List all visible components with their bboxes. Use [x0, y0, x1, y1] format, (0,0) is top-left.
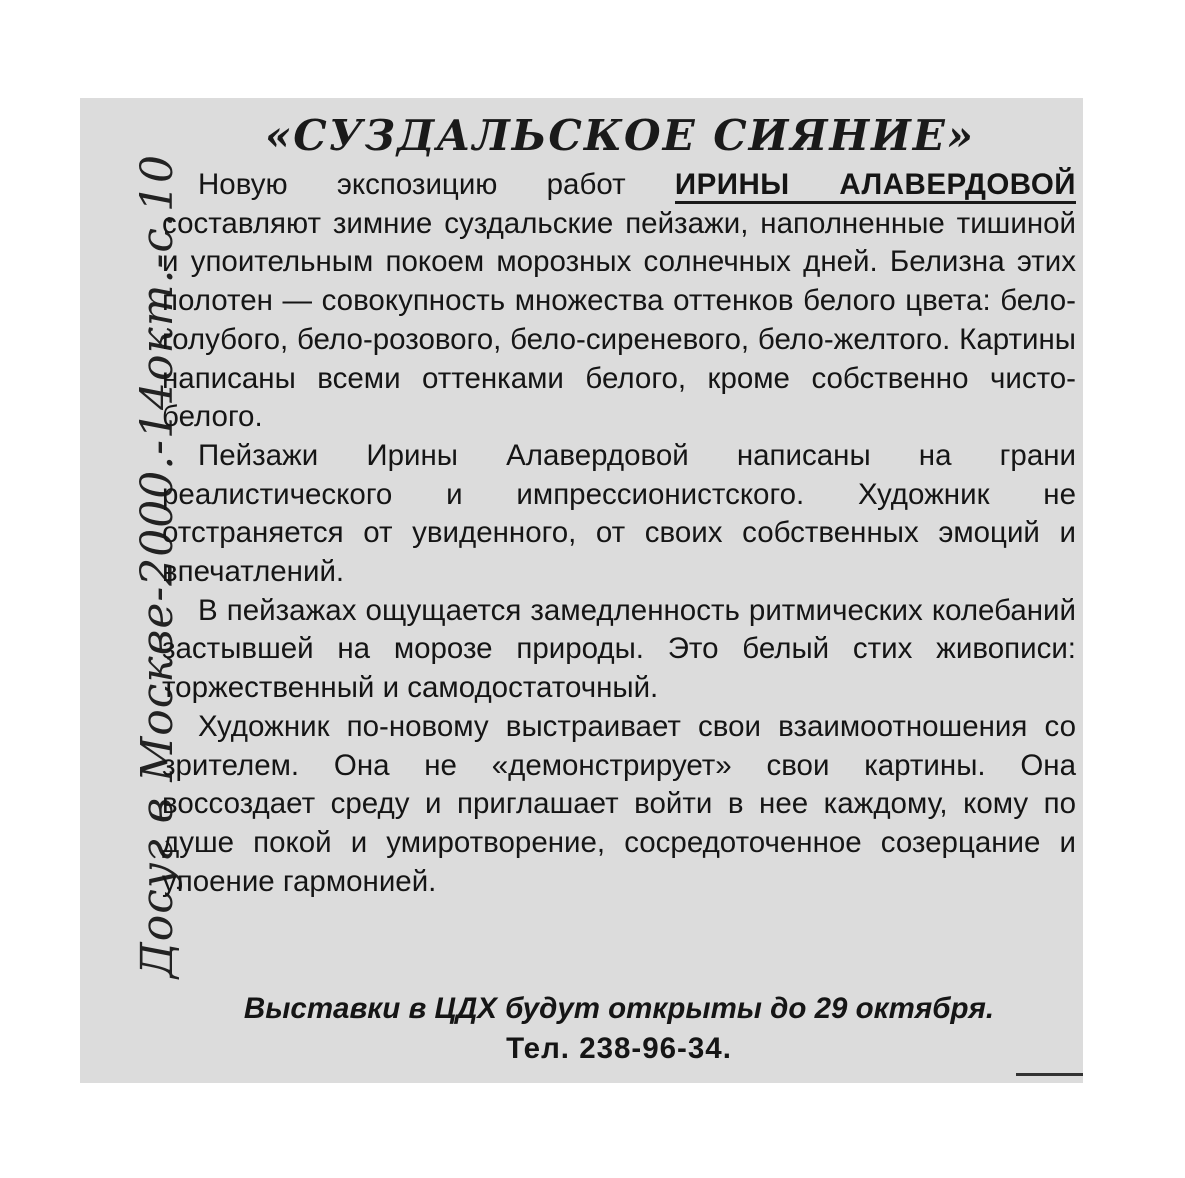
divider — [1016, 1073, 1083, 1076]
paragraph-3: В пейзажах ощущается замедленность ритмических колебаний застывшей на морозе природы. Это белый стих живописи: торжественный и самодостаточный. — [162, 593, 1076, 705]
paragraph-1-lead: Новую экспозицию работ — [198, 168, 675, 201]
article-title: «СУЗДАЛЬСКОЕ СИЯНИЕ» — [264, 111, 976, 160]
article-body — [162, 166, 1076, 901]
handwritten-source-note: Досуг в Москве-2000.-14окт.-с.10 — [132, 154, 183, 978]
paragraph-1 — [162, 166, 1076, 437]
paragraph-4: Художник по-новому выстраивает свои взаимоотношения со зрителем. Она не «демонстрирует» свои картины. Она воссоздает среду и приглашает войти в нее каждому, кому по душе покой и умиротворение, сосредоточенное созерцание и упоение гармонией. — [162, 709, 1076, 898]
phone-number: Тел. 238-96-34. — [506, 1032, 732, 1065]
paragraph-2: Пейзажи Ирины Алавердовой написаны на грани реалистического и импрессионистского. Художник не отстраняется от увиденного, от своих собственных эмоций и впечатлений. — [162, 438, 1076, 589]
newspaper-clipping — [80, 98, 1083, 1083]
exhibition-note: Выставки в ЦДХ будут открыты до 29 октября. — [243, 992, 995, 1025]
paragraph-1-text: составляют зимние суздальские пейзажи, наполненные тишиной и упоительным покоем морозных солнечных дней. Белизна этих полотен — совокупность множества оттенков белого цвета: бело-голубого, бело-розового, бело-сиреневого, бело-желтого. Картины написаны всеми оттенками белого, кроме собственно чисто-белого. — [162, 206, 1076, 434]
artist-name: ИРИНЫ АЛАВЕРДОВОЙ — [675, 168, 1076, 204]
